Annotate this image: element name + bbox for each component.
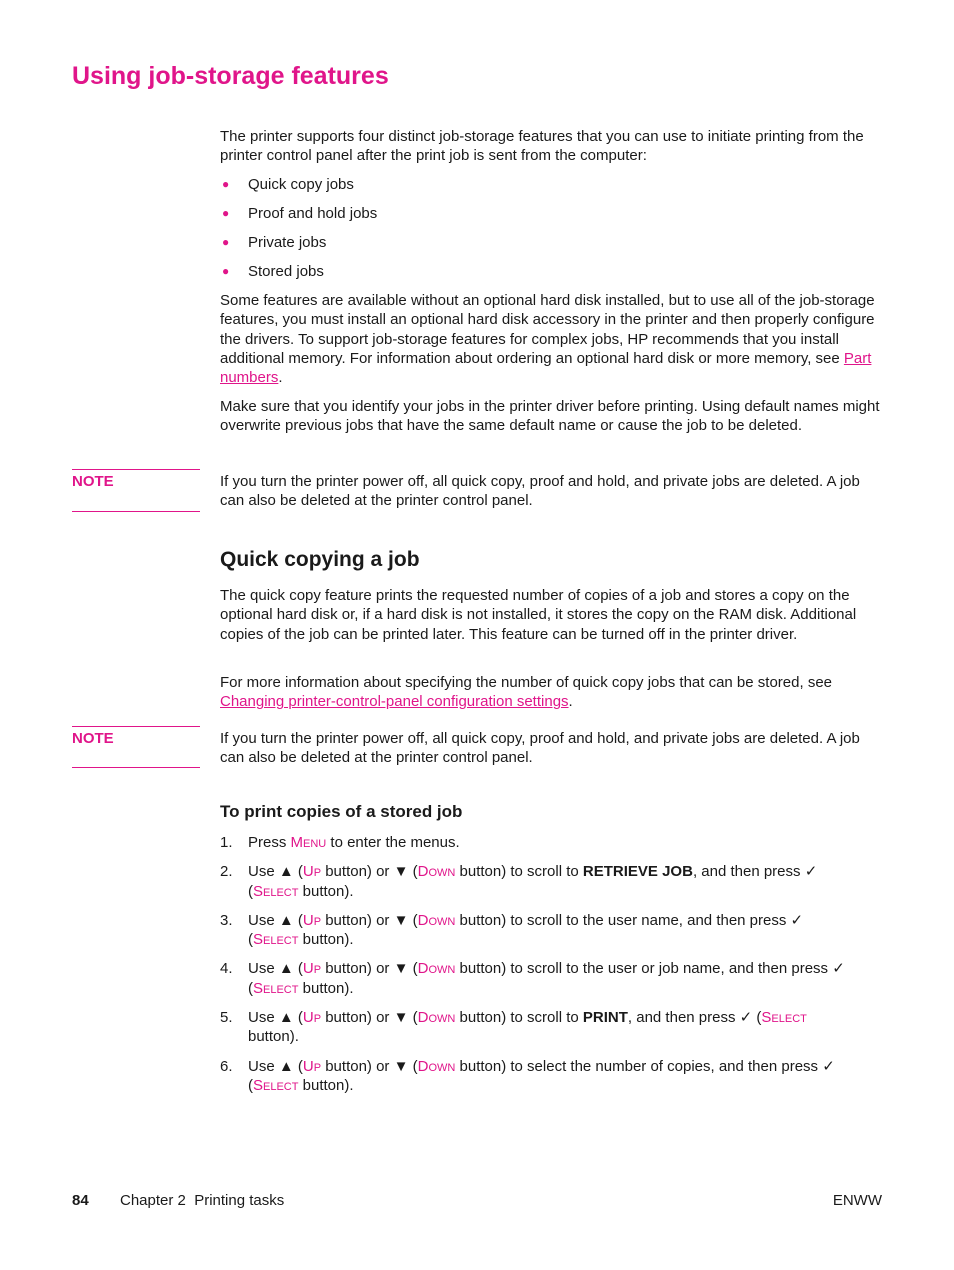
step-item: 6. Use ▲ (Up button) or ▼ (Down button) to select the number of copies, and then press ✓ (Select button). bbox=[220, 1057, 835, 1094]
footer-right-label: ENWW bbox=[832, 1192, 882, 1209]
note-divider-top bbox=[72, 469, 200, 470]
bullet-icon: ● bbox=[222, 206, 230, 220]
note-divider-top bbox=[72, 726, 200, 727]
step-item: 2. Use ▲ (Up button) or ▼ (Down button) to scroll to RETRIEVE JOB, and then press ✓ (Select button). bbox=[220, 863, 818, 900]
hard-disk-paragraph: Some features are available without an optional hard disk installed, but to use all of the job-storage features, you must install an optional hard disk accessory in the printer and then properly configure the drivers. To support job-storage features for complex jobs, HP recommends that you install additional memory. For information about ordering an optional hard disk or more memory, see Part numbers. bbox=[220, 292, 875, 387]
up-arrow-icon: ▲ bbox=[278, 1057, 294, 1075]
checkmark-icon: ✓ bbox=[739, 1009, 753, 1027]
note-divider-bottom bbox=[72, 767, 200, 768]
checkmark-icon: ✓ bbox=[804, 863, 818, 881]
procedure-steps bbox=[220, 833, 885, 1095]
page-title: Using job-storage features bbox=[72, 62, 389, 90]
note-text: If you turn the printer power off, all quick copy, proof and hold, and private jobs are deleted. A job can also be deleted at the printer control panel. bbox=[220, 473, 860, 510]
step-item: 5. Use ▲ (Up button) or ▼ (Down button) to scroll to PRINT, and then press ✓ (Select button). bbox=[220, 1009, 807, 1046]
down-arrow-icon: ▼ bbox=[393, 911, 409, 929]
bullet-icon: ● bbox=[222, 177, 230, 191]
page-number: 84 bbox=[72, 1192, 89, 1209]
note-label: NOTE bbox=[72, 473, 114, 490]
step-item: 1. Press Menu to enter the menus. bbox=[220, 834, 460, 851]
more-info-paragraph: For more information about specifying the number of quick copy jobs that can be stored, see Changing printer-control-panel configuration settings. bbox=[220, 674, 832, 711]
list-item: ● Quick copy jobs bbox=[222, 176, 354, 193]
list-item: ● Private jobs bbox=[222, 234, 327, 251]
down-arrow-icon: ▼ bbox=[393, 1057, 409, 1075]
bullet-icon: ● bbox=[222, 264, 230, 278]
down-arrow-icon: ▼ bbox=[393, 960, 409, 978]
checkmark-icon: ✓ bbox=[822, 1057, 835, 1075]
up-arrow-icon: ▲ bbox=[278, 911, 294, 929]
down-arrow-icon: ▼ bbox=[393, 1009, 409, 1027]
menu-button-name: Menu bbox=[290, 834, 327, 851]
config-settings-link[interactable]: Changing printer-control-panel configuration settings bbox=[220, 693, 569, 711]
chapter-label: Chapter 2 Printing tasks bbox=[120, 1192, 285, 1209]
up-arrow-icon: ▲ bbox=[278, 863, 294, 881]
checkmark-icon: ✓ bbox=[790, 911, 804, 929]
down-arrow-icon: ▼ bbox=[393, 863, 409, 881]
intro-paragraph: The printer supports four distinct job-storage features that you can use to initiate printing from the printer control panel after the print job is sent from the computer: bbox=[220, 128, 864, 165]
up-arrow-icon: ▲ bbox=[278, 960, 294, 978]
quick-copy-paragraph: The quick copy feature prints the requested number of copies of a job and stores a copy on the optional hard disk or, if a hard disk is not installed, it stores the copy on the RAM disk. Additional copies of the job can be printed later. This feature can be turned off in the printer driver. bbox=[220, 587, 857, 643]
up-arrow-icon: ▲ bbox=[278, 1009, 294, 1027]
part-numbers-link[interactable]: Part numbers bbox=[220, 349, 872, 387]
procedure-heading: To print copies of a stored job bbox=[220, 802, 463, 821]
note-divider-bottom bbox=[72, 511, 200, 512]
identify-jobs-paragraph: Make sure that you identify your jobs in the printer driver before printing. Using default names might overwrite previous jobs that have the same default name or cause the job to be deleted. bbox=[220, 398, 880, 435]
checkmark-icon: ✓ bbox=[832, 960, 845, 978]
list-item: ● Stored jobs bbox=[222, 263, 324, 280]
step-item: 4. Use ▲ (Up button) or ▼ (Down button) to scroll to the user or job name, and then press ✓ (Select button). bbox=[220, 960, 845, 997]
list-item: ● Proof and hold jobs bbox=[222, 205, 378, 222]
step-item: 3. Use ▲ (Up button) or ▼ (Down button) to scroll to the user name, and then press ✓ (Select button). bbox=[220, 911, 804, 949]
feature-list bbox=[220, 175, 377, 291]
note-text: If you turn the printer power off, all quick copy, proof and hold, and private jobs are deleted. A job can also be deleted at the printer control panel. bbox=[220, 730, 860, 767]
note-label: NOTE bbox=[72, 730, 114, 747]
section-heading: Quick copying a job bbox=[220, 548, 420, 571]
bullet-icon: ● bbox=[222, 235, 230, 249]
